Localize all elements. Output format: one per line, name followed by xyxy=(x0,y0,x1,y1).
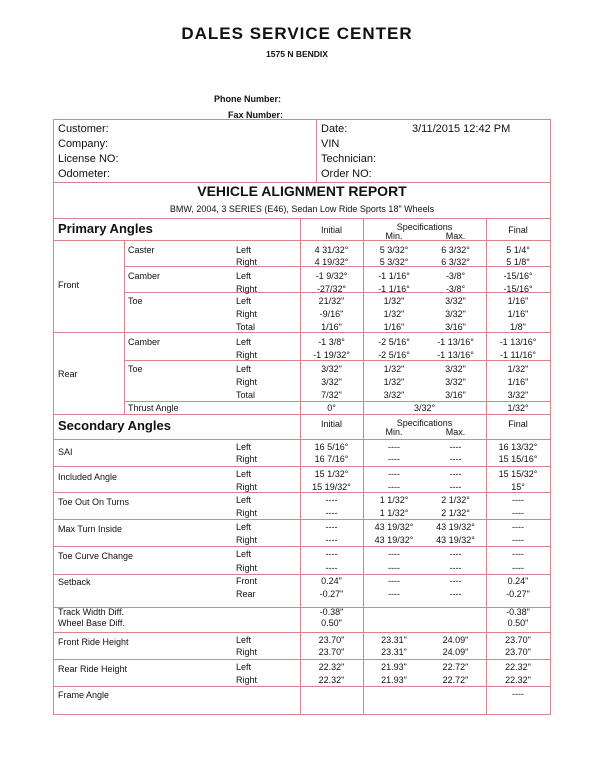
primary-initial-value: 4 31/32° xyxy=(314,245,349,255)
primary-max-value: 6 3/32° xyxy=(441,257,470,267)
primary-heading: Primary Angles xyxy=(58,221,153,236)
secondary-max-value: ---- xyxy=(449,442,462,452)
primary-min-value: 5 3/32° xyxy=(379,257,409,267)
secondary-final-value: 0.24" xyxy=(507,576,529,586)
secondary-final-value: ---- xyxy=(512,563,524,573)
secondary-side-label: Right xyxy=(236,563,258,573)
secondary-max-value: 22.72" xyxy=(442,675,469,685)
primary-max-value: 3/32" xyxy=(445,364,466,374)
secondary-initial-value: 22.32" xyxy=(318,675,345,685)
secondary-initial-value: ---- xyxy=(325,495,338,505)
primary-initial-value: -1 19/32° xyxy=(313,350,350,360)
secondary-specifications-header: Specifications xyxy=(396,418,453,428)
date-label: Date: xyxy=(321,123,348,135)
secondary-row-label: Toe Curve Change xyxy=(58,551,134,561)
primary-max-value: 3/32" xyxy=(445,377,466,387)
secondary-initial-value: ---- xyxy=(325,522,338,532)
primary-final-value: -1 13/16° xyxy=(499,337,537,347)
primary-max-value: -1 13/16° xyxy=(437,350,474,360)
secondary-side-label: Left xyxy=(236,635,252,645)
primary-initial-value: 3/32" xyxy=(321,364,342,374)
secondary-min-value: 43 19/32° xyxy=(374,535,414,545)
secondary-side-label: Right xyxy=(236,454,258,464)
secondary-final-value: ---- xyxy=(512,495,524,505)
primary-min-value: -1 1/16° xyxy=(378,271,410,281)
final-header: Final xyxy=(508,225,528,235)
secondary-side-label: Left xyxy=(236,495,252,505)
secondary-final-value: 15 15/32° xyxy=(498,469,538,479)
secondary-max-value: 24.09" xyxy=(442,647,469,657)
primary-side-label: Left xyxy=(236,296,252,306)
secondary-row-label: Rear Ride Height xyxy=(58,664,128,674)
primary-min-value: 1/32" xyxy=(383,296,405,306)
secondary-min-value: 1 1/32° xyxy=(379,508,409,518)
secondary-max-value: ---- xyxy=(449,469,462,479)
primary-final-value: -1 11/16° xyxy=(500,350,536,360)
secondary-initial-value: 22.32" xyxy=(318,662,345,672)
secondary-row-label: Front Ride Height xyxy=(58,637,129,647)
specifications-header: Specifications xyxy=(396,222,453,232)
secondary-row-label: Max Turn Inside xyxy=(58,524,123,534)
secondary-max-value: ---- xyxy=(449,589,462,599)
secondary-min-value: ---- xyxy=(388,563,400,573)
secondary-side-label: Right xyxy=(236,535,258,545)
secondary-max-header: Max. xyxy=(445,427,466,437)
secondary-side-label: Right xyxy=(236,508,258,518)
primary-final-value: 1/16" xyxy=(507,296,529,306)
primary-min-value: 1/32" xyxy=(383,309,405,319)
primary-max-value: 3/16" xyxy=(445,390,466,400)
primary-initial-value: -27/32° xyxy=(316,284,347,294)
primary-min-value: 1/32" xyxy=(383,364,405,374)
thrust-spec: 3/32° xyxy=(413,403,436,413)
secondary-max-value: 2 1/32° xyxy=(441,508,470,518)
secondary-side-label: Right xyxy=(236,675,258,685)
primary-max-value: 3/32" xyxy=(445,296,466,306)
secondary-side-label: Left xyxy=(236,549,252,559)
secondary-side-label: Rear xyxy=(236,589,256,599)
secondary-final-value: 15° xyxy=(511,482,525,492)
technician-label: Technician: xyxy=(321,153,377,165)
primary-initial-value: 1/16" xyxy=(321,322,342,332)
secondary-initial-value: 16 5/16° xyxy=(314,442,349,452)
primary-min-value: 1/16" xyxy=(383,322,405,332)
secondary-min-value: ---- xyxy=(388,469,400,479)
secondary-min-value: 43 19/32° xyxy=(374,522,414,532)
primary-initial-value: -1 9/32° xyxy=(315,271,348,281)
rear-label: Rear xyxy=(58,369,78,379)
vin-label: VIN xyxy=(321,138,340,150)
secondary-initial-header: Initial xyxy=(320,419,342,429)
secondary-side-label: Left xyxy=(236,469,252,479)
primary-group-label: Toe xyxy=(128,296,143,306)
primary-initial-value: -1 3/8° xyxy=(318,337,345,347)
secondary-max-value: ---- xyxy=(449,576,462,586)
primary-initial-value: 21/32" xyxy=(318,296,345,306)
primary-max-value: 6 3/32° xyxy=(441,245,470,255)
secondary-final-value: ---- xyxy=(512,689,524,699)
secondary-side-label: Front xyxy=(236,576,258,586)
secondary-side-label: Right xyxy=(236,647,258,657)
primary-side-label: Left xyxy=(236,337,252,347)
secondary-max-value: 2 1/32° xyxy=(441,495,470,505)
secondary-initial-value: 23.70" xyxy=(318,635,345,645)
fax-label: Fax Number: xyxy=(228,110,284,120)
secondary-final-value: 16 13/32° xyxy=(498,442,538,452)
primary-side-label: Right xyxy=(236,284,258,294)
secondary-initial-value: ---- xyxy=(325,563,338,573)
odometer-label: Odometer: xyxy=(58,168,110,180)
primary-final-value: 1/8" xyxy=(510,322,526,332)
secondary-final-value: ---- xyxy=(512,508,524,518)
thrust-initial: 0° xyxy=(327,403,336,413)
secondary-min-value: ---- xyxy=(388,454,400,464)
primary-max-value: -3/8° xyxy=(445,284,466,294)
secondary-final-value: -0.27" xyxy=(506,589,530,599)
secondary-initial-value: ---- xyxy=(325,549,338,559)
secondary-initial-value: ---- xyxy=(325,508,338,518)
secondary-initial-value: 15 1/32° xyxy=(314,469,349,479)
secondary-max-value: ---- xyxy=(449,549,462,559)
secondary-initial-value: -0.27" xyxy=(319,589,344,599)
secondary-row-label: Wheel Base Diff. xyxy=(58,618,125,628)
secondary-min-value: 1 1/32° xyxy=(379,495,409,505)
primary-min-value: 5 3/32° xyxy=(379,245,409,255)
secondary-max-value: ---- xyxy=(449,482,462,492)
secondary-min-value: ---- xyxy=(388,576,400,586)
primary-final-value: 5 1/8° xyxy=(506,257,530,267)
secondary-initial-value: 0.24" xyxy=(321,576,342,586)
primary-initial-value: 7/32" xyxy=(321,390,342,400)
primary-final-value: 1/16" xyxy=(507,377,529,387)
phone-label: Phone Number: xyxy=(214,94,282,104)
secondary-initial-value: 15 19/32° xyxy=(312,482,351,492)
primary-side-label: Left xyxy=(236,245,252,255)
primary-min-value: -2 5/16° xyxy=(378,350,410,360)
secondary-max-value: 24.09" xyxy=(442,635,469,645)
primary-min-value: 3/32" xyxy=(383,390,405,400)
secondary-min-value: ---- xyxy=(388,589,400,599)
secondary-min-value: ---- xyxy=(388,549,400,559)
primary-final-value: 5 1/4° xyxy=(506,245,530,255)
secondary-heading: Secondary Angles xyxy=(58,418,171,433)
secondary-final-header: Final xyxy=(508,419,528,429)
secondary-final-value: 22.32" xyxy=(505,675,531,685)
secondary-min-value: 23.31" xyxy=(381,647,407,657)
initial-header: Initial xyxy=(320,225,342,235)
primary-max-value: -1 13/16° xyxy=(437,337,474,347)
max-header: Max. xyxy=(445,231,466,241)
primary-max-value: 3/32" xyxy=(445,309,466,319)
secondary-final-value: 23.70" xyxy=(505,647,531,657)
secondary-min-value: 21.93" xyxy=(381,662,407,672)
primary-side-label: Total xyxy=(236,390,256,400)
secondary-side-label: Left xyxy=(236,442,252,452)
primary-final-value: 3/32" xyxy=(507,390,529,400)
secondary-initial-value: 0.50" xyxy=(321,618,342,628)
shop-address: 1575 N BENDIX xyxy=(266,49,328,59)
primary-side-label: Total xyxy=(236,322,256,332)
primary-side-label: Right xyxy=(236,377,258,387)
primary-final-value: 1/32" xyxy=(507,364,529,374)
secondary-max-value: 43 19/32° xyxy=(436,522,475,532)
secondary-max-value: ---- xyxy=(449,454,462,464)
secondary-row-label: Frame Angle xyxy=(58,690,110,700)
primary-final-value: 1/16" xyxy=(507,309,529,319)
primary-min-value: -1 1/16° xyxy=(378,284,410,294)
thrust-final: 1/32° xyxy=(507,403,529,413)
secondary-final-value: 15 15/16° xyxy=(498,454,538,464)
secondary-row-label: Toe Out On Turns xyxy=(58,497,130,507)
secondary-min-value: ---- xyxy=(388,442,400,452)
date-value: 3/11/2015 12:42 PM xyxy=(412,123,511,135)
secondary-final-value: -0.38" xyxy=(506,607,530,617)
secondary-side-label: Left xyxy=(236,522,252,532)
secondary-initial-value: 16 7/16° xyxy=(314,454,349,464)
secondary-max-value: 43 19/32° xyxy=(436,535,475,545)
secondary-min-value: 21.93" xyxy=(381,675,407,685)
secondary-final-value: ---- xyxy=(512,549,524,559)
thrust-label: Thrust Angle xyxy=(128,403,179,413)
primary-side-label: Left xyxy=(236,364,252,374)
license-label: License NO: xyxy=(58,153,119,165)
secondary-final-value: 22.32" xyxy=(505,662,531,672)
secondary-initial-value: ---- xyxy=(325,535,338,545)
secondary-side-label: Left xyxy=(236,662,252,672)
primary-group-label: Toe xyxy=(128,364,143,374)
customer-label: Customer: xyxy=(58,123,109,135)
secondary-max-value: 22.72" xyxy=(442,662,469,672)
primary-initial-value: 3/32" xyxy=(321,377,342,387)
primary-side-label: Right xyxy=(236,350,258,360)
secondary-final-value: ---- xyxy=(512,522,524,532)
secondary-final-value: 23.70" xyxy=(505,635,531,645)
order-label: Order NO: xyxy=(321,168,372,180)
primary-group-label: Caster xyxy=(128,245,155,255)
primary-side-label: Right xyxy=(236,257,258,267)
front-label: Front xyxy=(58,280,80,290)
primary-side-label: Left xyxy=(236,271,252,281)
company-label: Company: xyxy=(58,138,109,150)
secondary-min-value: ---- xyxy=(388,482,400,492)
secondary-row-label: Included Angle xyxy=(58,472,118,482)
report-title: VEHICLE ALIGNMENT REPORT xyxy=(197,183,407,199)
secondary-row-label: Track Width Diff. xyxy=(58,607,125,617)
secondary-side-label: Right xyxy=(236,482,258,492)
secondary-row-label: Setback xyxy=(58,577,91,587)
secondary-max-value: ---- xyxy=(449,563,462,573)
secondary-initial-value: 23.70" xyxy=(318,647,345,657)
primary-side-label: Right xyxy=(236,309,258,319)
shop-name: DALES SERVICE CENTER xyxy=(181,24,413,43)
secondary-min-header: Min. xyxy=(385,427,403,437)
secondary-final-value: ---- xyxy=(512,535,524,545)
primary-group-label: Camber xyxy=(128,337,161,347)
secondary-final-value: 0.50" xyxy=(507,618,529,628)
primary-max-value: 3/16" xyxy=(445,322,466,332)
primary-min-value: -2 5/16° xyxy=(378,337,410,347)
secondary-row-label: SAI xyxy=(58,447,73,457)
primary-min-value: 1/32" xyxy=(383,377,405,387)
primary-group-label: Camber xyxy=(128,271,161,281)
primary-initial-value: -9/16" xyxy=(319,309,344,319)
secondary-initial-value: -0.38" xyxy=(319,607,344,617)
primary-max-value: -3/8° xyxy=(445,271,466,281)
primary-final-value: -15/16° xyxy=(503,271,533,281)
primary-final-value: -15/16° xyxy=(503,284,533,294)
min-header: Min. xyxy=(385,231,403,241)
primary-initial-value: 4 19/32° xyxy=(314,257,349,267)
secondary-min-value: 23.31" xyxy=(381,635,407,645)
report-form xyxy=(53,119,551,715)
vehicle-description: BMW, 2004, 3 SERIES (E46), Sedan Low Ride Sports 18" Wheels xyxy=(169,204,435,214)
